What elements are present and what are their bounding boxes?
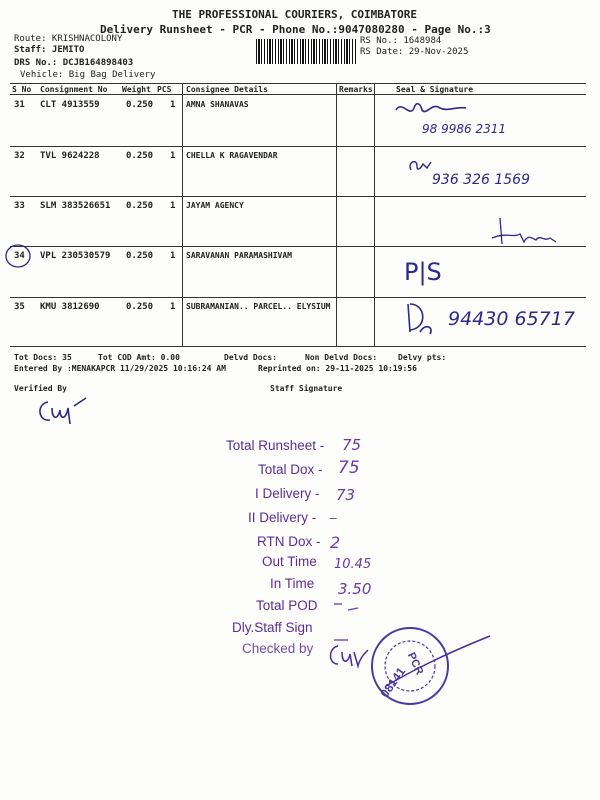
row-weight: 0.250 [126,302,154,312]
stamp-rtn-dox-label: RTN Dox - [257,534,321,549]
row-sno: 31 [14,100,25,110]
row-pcs: 1 [170,151,176,161]
staff-signature-label: Staff Signature [270,384,343,393]
row-sno: 35 [14,302,25,312]
row-consignee: CHELLA K RAGAVENDAR [186,151,278,160]
stamp-total-pod-label: Total POD [256,598,318,613]
row-consignment: VPL 230530579 [40,251,111,261]
row-sno: 33 [14,201,25,211]
row-sno: 34 [14,251,25,261]
row-consignee: SARAVANAN PARAMASHIVAM [186,251,292,260]
non-delivered-docs: Non Delvd Docs: [305,353,378,362]
entered-by: Entered By :MENAKAPCR 11/29/2025 10:16:24 AM [14,364,226,373]
verifier-signature [34,394,96,428]
stamp-i-delivery-value: 73 [336,486,356,504]
row-consignee: AMNA SHANAVAS [186,100,249,109]
vehicle-label: Vehicle: Big Bag Delivery [20,70,156,80]
stamp-ii-delivery-value: _ [330,505,337,520]
row-consignment: CLT 4913559 [40,100,100,110]
col-header-sno: S No [12,85,32,94]
delivery-points: Delvy pts: [398,353,447,362]
col-header-signature: Seal & Signature [396,85,474,94]
signature-phone: 94430 65717 [448,308,575,330]
stamp-i-delivery-label: I Delivery - [255,486,320,501]
stamp-total-runsheet-label: Total Runsheet - [226,438,325,453]
row-pcs: 1 [170,201,176,211]
row-weight: 0.250 [126,251,154,261]
row-pcs: 1 [170,302,176,312]
drs-number: DRS No.: DCJB164898403 [14,58,134,68]
row-consignment: SLM 383526651 [40,201,111,211]
row-weight: 0.250 [126,201,154,211]
stamp-total-dox-value: 75 [338,458,360,478]
reprinted-on: Reprinted on: 29-11-2025 10:19:56 [258,364,417,373]
row-consignee: JAYAM AGENCY [186,201,244,210]
stamp-out-time-label: Out Time [262,554,317,569]
seal-text-bottom: 08141 [377,664,409,701]
signature-initials: P|S [404,258,442,286]
row-pcs: 1 [170,100,176,110]
seal-text-top: PCR [404,650,426,677]
stamp-total-dox-label: Total Dox - [258,462,323,477]
row-weight: 0.250 [126,100,154,110]
stamp-total-runsheet-value: 75 [342,436,362,454]
stamp-checked-by-label: Checked by [242,641,314,656]
row-pcs: 1 [170,251,176,261]
signature-scribble [405,154,435,176]
stamp-out-time-value: 10.45 [334,557,372,572]
col-header-remarks: Remarks [339,85,373,94]
staff-label: Staff: JEMITO [14,45,85,55]
signature-phone: 98 9986 2311 [422,122,506,136]
stamp-staff-sign-label: Dly.Staff Sign [232,620,313,635]
circle-mark [4,243,34,269]
runsheet-subtitle: Delivery Runsheet - PCR - Phone No.:9047080280 - Page No.:3 [100,23,491,36]
stamp-dash-mark [330,596,370,620]
barcode [256,39,356,64]
col-header-pcs: PCS [157,85,172,94]
signature-phone: 936 326 1569 [432,172,530,188]
rs-date: RS Date: 29-Nov-2025 [360,47,469,57]
company-name: THE PROFESSIONAL COURIERS, COIMBATORE [172,8,418,21]
route-label: Route: KRISHNACOLONY [14,34,123,44]
stamp-in-time-label: In Time [270,576,315,591]
col-header-weight: Weight [122,85,151,94]
signature-scribble [486,212,566,256]
stamp-rtn-dox-value: 2 [330,533,341,552]
signature-scribble [398,298,438,338]
signature-scribble [392,96,472,122]
seal-signature-stroke [380,632,500,692]
row-sno: 32 [14,151,25,161]
row-consignment: TVL 9624228 [40,151,100,161]
row-consignment: KMU 3812690 [40,302,100,312]
rs-number: RS No.: 1648984 [360,36,442,46]
stamp-in-time-value: 3.50 [338,580,372,598]
delivered-docs: Delvd Docs: [224,353,277,362]
row-weight: 0.250 [126,151,154,161]
total-docs: Tot Docs: 35 [14,353,72,362]
col-header-consignment: Consignment No [40,85,108,94]
row-consignee: SUBRAMANIAN.. PARCEL.. ELYSIUM [186,302,331,311]
col-header-consignee: Consignee Details [186,85,268,94]
verified-by-label: Verified By [14,384,67,393]
total-cod: Tot COD Amt: 0.00 [98,353,180,362]
stamp-ii-delivery-label: II Delivery - [248,510,317,525]
